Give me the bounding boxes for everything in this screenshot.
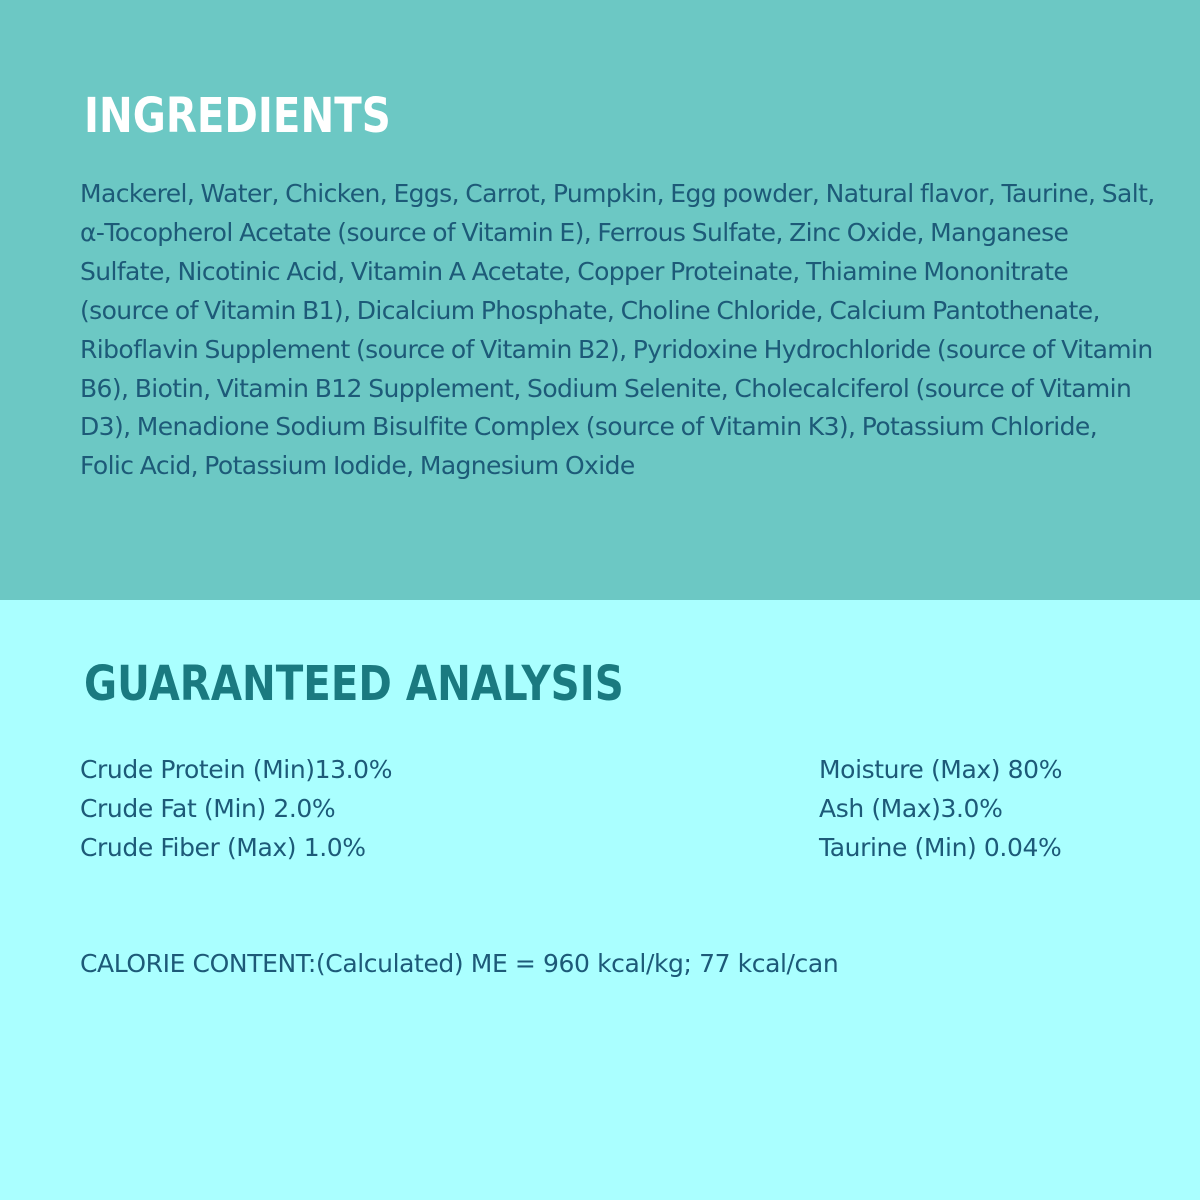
analysis-item-taurine: Taurine (Min) 0.04% bbox=[819, 833, 1062, 862]
guaranteed-analysis-heading: GUARANTEED ANALYSIS bbox=[84, 656, 624, 712]
ingredients-heading: INGREDIENTS bbox=[84, 88, 391, 144]
analysis-item-crude-fat: Crude Fat (Min) 2.0% bbox=[80, 794, 336, 823]
analysis-item-crude-protein: Crude Protein (Min)13.0% bbox=[80, 755, 393, 784]
analysis-right-column bbox=[819, 750, 1062, 867]
ingredients-list: Mackerel, Water, Chicken, Eggs, Carrot, Pumpkin, Egg powder, Natural flavor, Taurine, Salt, α-Tocopherol Acetate (source of Vitamin E), Ferrous Sulfate, Zinc Oxide, Manganese Sulfate, Nicotinic Acid, Vitamin A Acetate, Copper Proteinate, Thiamine Mononitrate (source of Vitamin B1), Dicalcium Phosphate, Choline Chloride, Calcium Pantothenate, Riboflavin Supplement (source of Vitamin B2), Pyridoxine Hydrochloride (source of Vitamin B6), Biotin, Vitamin B12 Supplement, Sodium Selenite, Cholecalciferol (source of Vitamin D3), Menadione Sodium Bisulfite Complex (source of Vitamin K3), Potassium Chloride, Folic Acid, Potassium Iodide, Magnesium Oxide bbox=[80, 179, 1155, 481]
calorie-content: CALORIE CONTENT:(Calculated) ME = 960 kcal/kg; 77 kcal/can bbox=[80, 949, 839, 978]
analysis-item-moisture: Moisture (Max) 80% bbox=[819, 755, 1063, 784]
analysis-left-column bbox=[80, 750, 392, 867]
analysis-item-ash: Ash (Max)3.0% bbox=[819, 794, 1003, 823]
analysis-item-crude-fiber: Crude Fiber (Max) 1.0% bbox=[80, 833, 366, 862]
